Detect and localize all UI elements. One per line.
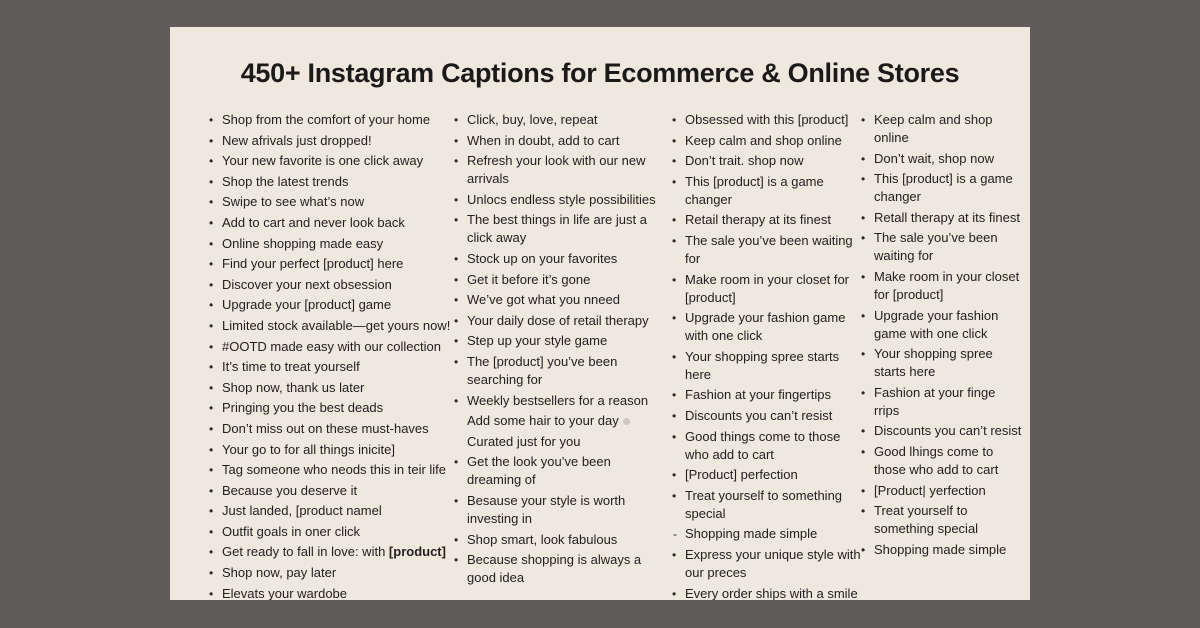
list-item: • [Product] perfection <box>670 466 865 484</box>
list-item-text: Add some hair to your day <box>467 413 619 429</box>
smudge-dot-icon <box>623 418 630 425</box>
list-item: • The sale you’ve been waiting for <box>859 229 1024 265</box>
list-item: • Unlocs endless style possibilities <box>452 191 662 209</box>
product-placeholder: [product] <box>385 544 446 560</box>
list-item: • Your shopping spree starts here <box>859 345 1024 381</box>
list-item <box>452 412 662 430</box>
caption-column-1 <box>207 111 452 600</box>
list-item: • Besause your style is worth investing in <box>452 492 662 528</box>
list-item: • Retail therapy at its finest <box>670 211 865 229</box>
list-item: • Just landed, [product namel <box>207 502 452 520</box>
captions-card <box>170 27 1030 600</box>
list-item: • Every order ships with a smile <box>670 585 865 601</box>
list-item: • Pringing you the best deads <box>207 399 452 417</box>
list-item: • When in doubt, add to cart <box>452 132 662 150</box>
list-item: • Good lhings come to those who add to cart <box>859 443 1024 479</box>
list-item: • Add to cart and never look back <box>207 214 452 232</box>
list-item: • Because you deserve it <box>207 482 452 500</box>
list-item: • Treat yourself to something special <box>859 502 1024 538</box>
list-item: • Fashion at your finge rrips <box>859 384 1024 420</box>
list-item: • The sale you’ve been waiting for <box>670 232 865 268</box>
list-item: • Upgrade your fashion game with one click <box>670 309 865 345</box>
list-item: • Shop now, thank us later <box>207 379 452 397</box>
list-item: • Your go to for all things inicite] <box>207 441 452 459</box>
list-item: • Keep calm and shop online <box>859 111 1024 147</box>
list-item: • Shop smart, look fabulous <box>452 531 662 549</box>
list-item: • Keep calm and shop online <box>670 132 865 150</box>
list-item: • Swipe to see what’s now <box>207 193 452 211</box>
page-title: 450+ Instagram Captions for Ecommerce & Online Stores <box>240 58 960 88</box>
list-item: • Online shopping made easy <box>207 235 452 253</box>
list-item: • Treat yourself to something special <box>670 487 865 523</box>
list-item: • Upgrade your [product] game <box>207 296 452 314</box>
list-item: • The best things in life are just a click away <box>452 211 662 247</box>
list-item: • The [product] you’ve been searching for <box>452 353 662 389</box>
list-item: • Shop from the comfort of your home <box>207 111 452 129</box>
list-item-text: Get ready to fall in love: with <box>222 544 386 560</box>
list-item: • This [product] is a game changer <box>670 173 865 209</box>
list-item: • Outfit goals in oner click <box>207 523 452 541</box>
list-item: • Discounts you can’t resist <box>859 422 1024 440</box>
list-item: Curated just for you <box>467 433 581 449</box>
list-item: • Because shopping is always a good idea <box>452 551 662 587</box>
list-item: • Step up your style game <box>452 332 662 350</box>
list-item: • Shopping made simple <box>859 541 1024 559</box>
list-item: • Don’t wait, shop now <box>859 150 1024 168</box>
list-item: • #OOTD made easy with our collection <box>207 338 452 356</box>
caption-column-4 <box>859 111 1024 561</box>
list-item: • Weekly bestsellers for a reason <box>452 392 662 410</box>
list-item <box>207 543 452 561</box>
list-item: • Stock up on your favorites <box>452 250 662 268</box>
list-item: - Shopping made simple <box>670 525 865 543</box>
list-item: • Limited stock available—get yours now! <box>207 317 452 335</box>
list-item: • Discounts you can’t resist <box>670 407 865 425</box>
list-item: • This [product] is a game changer <box>859 170 1024 206</box>
list-item: • New afrivals just dropped! <box>207 132 452 150</box>
list-item: • Find your perfect [product] here <box>207 255 452 273</box>
caption-column-3 <box>670 111 865 600</box>
list-item: • Fashion at your fingertips <box>670 386 865 404</box>
list-item: • Shop the latest trends <box>207 173 452 191</box>
list-item: • [Product| yerfection <box>859 482 1024 500</box>
list-item: • Tag someone who neods this in teir life <box>207 461 452 479</box>
list-item: • Click, buy, love, repeat <box>452 111 662 129</box>
list-item: • Elevats your wardobe <box>207 585 452 600</box>
list-item: • Get it before it’s gone <box>452 271 662 289</box>
list-item: • Shop now, pay later <box>207 564 452 582</box>
list-item: • Upgrade your fashion game with one click <box>859 307 1024 343</box>
list-item: • Your daily dose of retail therapy <box>452 312 662 330</box>
list-item: • Your new favorite is one click away <box>207 152 452 170</box>
list-item: • Your shopping spree starts here <box>670 348 865 384</box>
list-item: • It’s time to treat yourself <box>207 358 452 376</box>
list-item: • Get the look you’ve been dreaming of <box>452 453 662 489</box>
list-item: • Don’t trait. shop now <box>670 152 865 170</box>
list-item: • Make room in your closet for [product] <box>859 268 1024 304</box>
caption-column-2 <box>452 111 662 590</box>
list-item: • Retall therapy at its finest <box>859 209 1024 227</box>
list-item: • We’ve got what you nneed <box>452 291 662 309</box>
list-item: • Express your unique style with our preces <box>670 546 865 582</box>
list-item: • Obsessed with this [product] <box>670 111 865 129</box>
list-item: • Good things come to those who add to cart <box>670 428 865 464</box>
list-item: • Refresh your look with our new arrivals <box>452 152 662 188</box>
list-item: • Make room in your closet for [product] <box>670 271 865 307</box>
list-item: • Discover your next obsession <box>207 276 452 294</box>
list-item: • Don’t miss out on these must-haves <box>207 420 452 438</box>
